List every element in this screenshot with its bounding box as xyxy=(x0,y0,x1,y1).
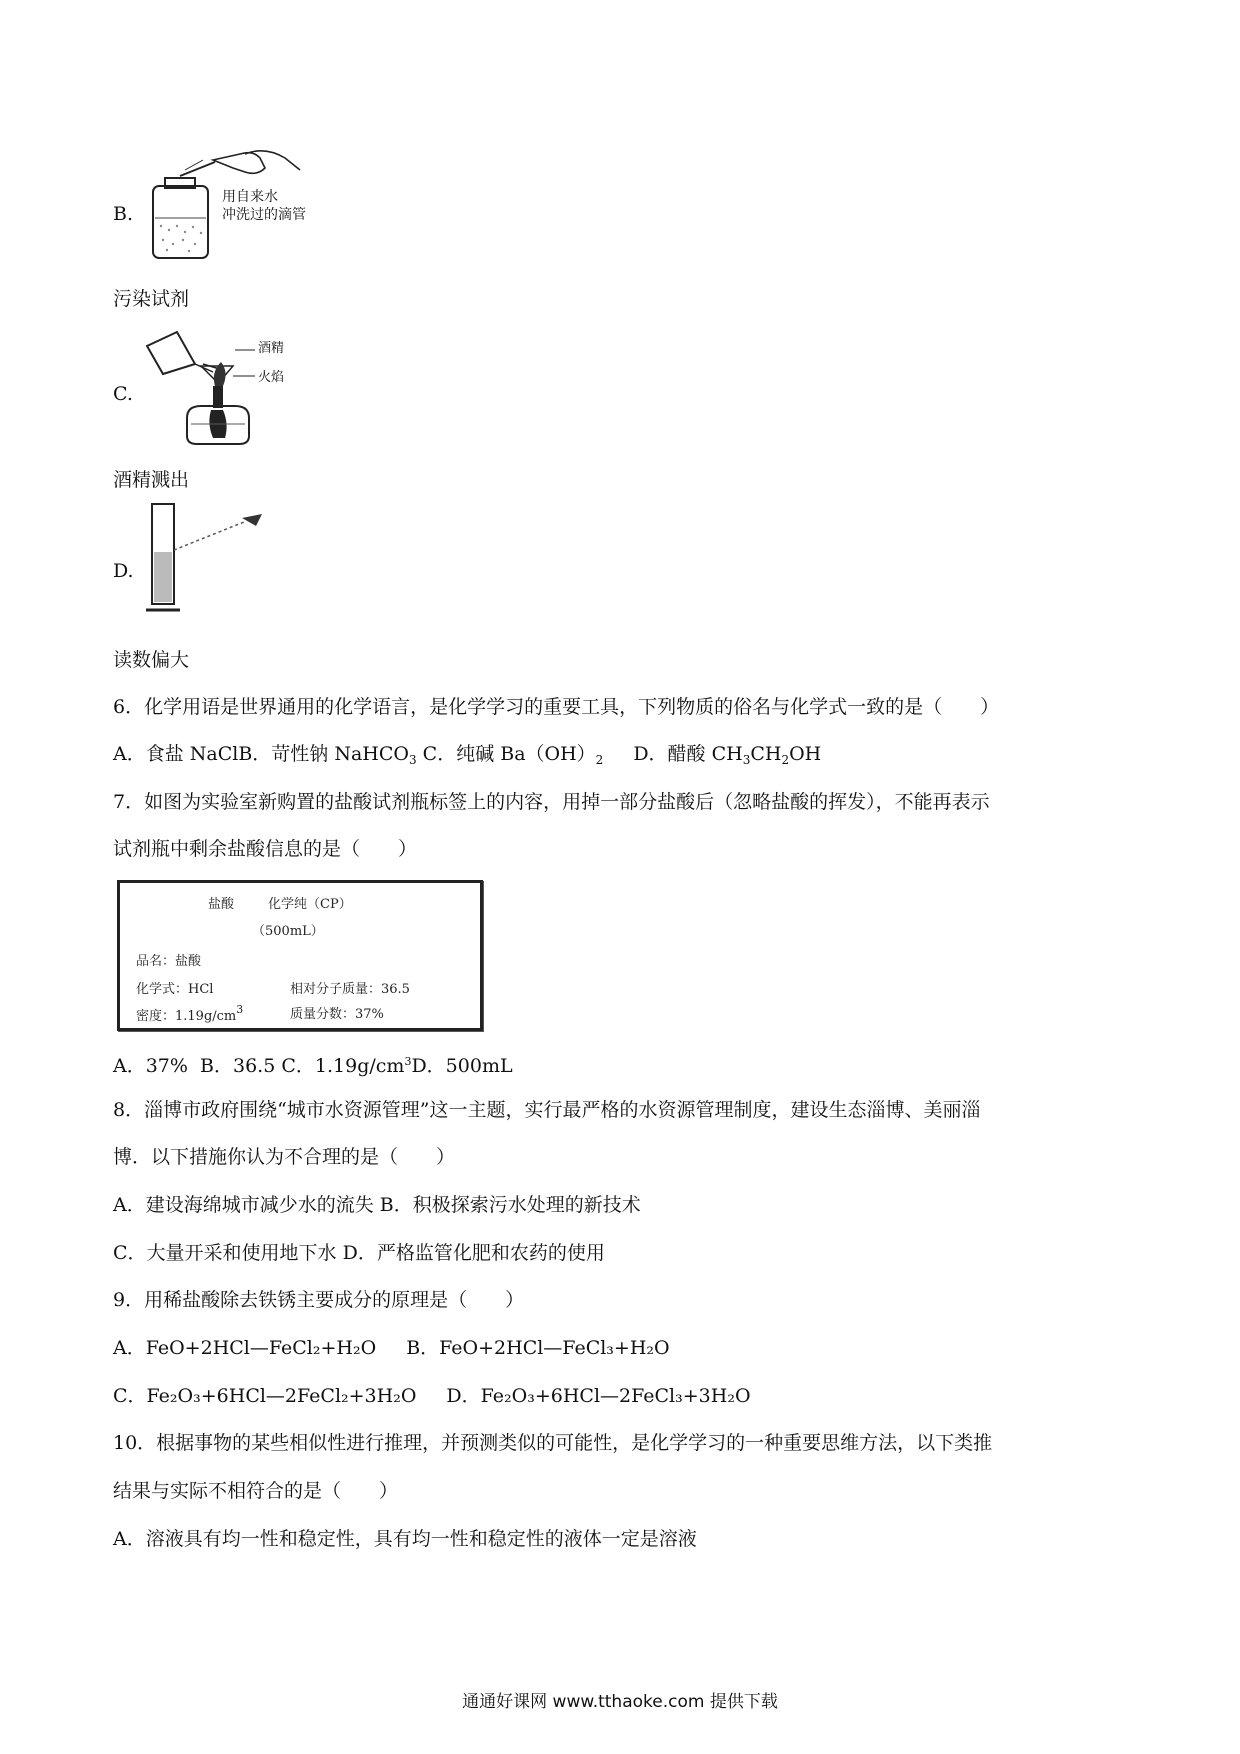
label-mass-fraction: 质量分数：37% xyxy=(290,1007,384,1022)
label-title-2: 化学纯（CP） xyxy=(268,897,352,912)
question-9-stem: 9．用稀盐酸除去铁锈主要成分的原理是（ ） xyxy=(113,1289,525,1311)
figure-c-text-1: 酒精 xyxy=(258,341,285,356)
question-10-stem-2: 结果与实际不相符合的是（ ） xyxy=(113,1480,399,1502)
q6-option-c: C．纯碱 $Ba(OH)_2$ xyxy=(422,743,604,767)
question-8-options-row-1 xyxy=(113,1192,641,1218)
q9-option-b: B．FeO+2HCl—FeCl₃+H₂O xyxy=(406,1337,670,1359)
q8-option-a: A．建设海绵城市减少水的流失 xyxy=(113,1194,374,1216)
question-6-options xyxy=(113,741,821,773)
question-7-options xyxy=(113,1049,513,1079)
label-density: 密度：$1.19g/cm^3$ xyxy=(136,1003,244,1024)
label-name: 品名：盐酸 xyxy=(136,954,202,969)
question-10-stem-1: 10．根据事物的某些相似性进行推理，并预测类似的可能性，是化学学习的一种重要思维方法，以下类推 xyxy=(113,1432,993,1454)
q7-option-b: B．36.5 xyxy=(200,1055,276,1077)
option-c-caption: 酒精溅出 xyxy=(113,469,190,491)
q7-option-a: A．37% xyxy=(113,1055,188,1077)
q9-option-c: C．Fe₂O₃+6HCl—2FeCl₂+3H₂O xyxy=(113,1385,417,1407)
option-b-letter: B. xyxy=(113,203,134,225)
q6-option-d: D．醋酸 $CH_3CH_2OH$ xyxy=(633,743,822,767)
q10-option-a: A．溶液具有均一性和稳定性，具有均一性和稳定性的液体一定是溶液 xyxy=(113,1528,697,1550)
q7-option-d: D．500mL xyxy=(411,1055,513,1077)
q6-option-a: A．食盐 NaCl xyxy=(113,743,239,765)
q8-option-b: B．积极探索污水处理的新技术 xyxy=(379,1194,641,1216)
page-footer: 通通好课网 www.tthaoke.com 提供下载 xyxy=(462,1692,778,1712)
question-7-stem-1: 7．如图为实验室新购置的盐酸试剂瓶标签上的内容，用掉一部分盐酸后（忽略盐酸的挥发），不能再表示 xyxy=(113,791,990,813)
option-d-caption: 读数偏大 xyxy=(113,649,190,671)
option-c-letter: C. xyxy=(113,383,133,405)
option-b-caption: 污染试剂 xyxy=(113,288,190,310)
reagent-label xyxy=(117,880,483,1031)
label-formula: 化学式：HCl xyxy=(136,982,214,997)
question-7-stem-2: 试剂瓶中剩余盐酸信息的是（ ） xyxy=(113,838,418,860)
label-molecular-mass: 相对分子质量：36.5 xyxy=(290,982,410,997)
figure-b-text-2: 冲洗过的滴管 xyxy=(222,207,306,223)
question-9-options-row-1 xyxy=(113,1335,670,1361)
q9-option-a: A．FeO+2HCl—FeCl₂+H₂O xyxy=(113,1337,377,1359)
q8-option-c: C．大量开采和使用地下水 xyxy=(113,1242,337,1264)
question-6-stem: 6．化学用语是世界通用的化学语言，是化学学习的重要工具，下列物质的俗名与化学式一致的是（ ） xyxy=(113,696,1000,718)
label-volume: （500mL） xyxy=(252,924,324,939)
figure-b-text-1: 用自来水 xyxy=(222,189,278,205)
q9-option-d: D．Fe₂O₃+6HCl—2FeCl₃+3H₂O xyxy=(446,1385,751,1407)
option-d-letter: D. xyxy=(113,560,134,582)
graduated-cylinder-figure xyxy=(144,500,269,615)
question-8-stem-1: 8．淄博市政府围绕“城市水资源管理”这一主题，实行最严格的水资源管理制度，建设生态淄博、美丽淄 xyxy=(113,1099,981,1121)
question-8-options-row-2 xyxy=(113,1240,605,1266)
q6-option-b: B．苛性钠 NaHCO$_3$ xyxy=(238,743,417,767)
figure-c-text-2: 火焰 xyxy=(258,370,285,385)
question-9-options-row-2 xyxy=(113,1383,751,1409)
q7-option-c: C．$1.19g/cm^3$ xyxy=(281,1055,412,1077)
question-8-stem-2: 博．以下措施你认为不合理的是（ ） xyxy=(113,1146,456,1168)
q8-option-d: D．严格监管化肥和农药的使用 xyxy=(342,1242,605,1264)
label-title-1: 盐酸 xyxy=(208,897,235,912)
